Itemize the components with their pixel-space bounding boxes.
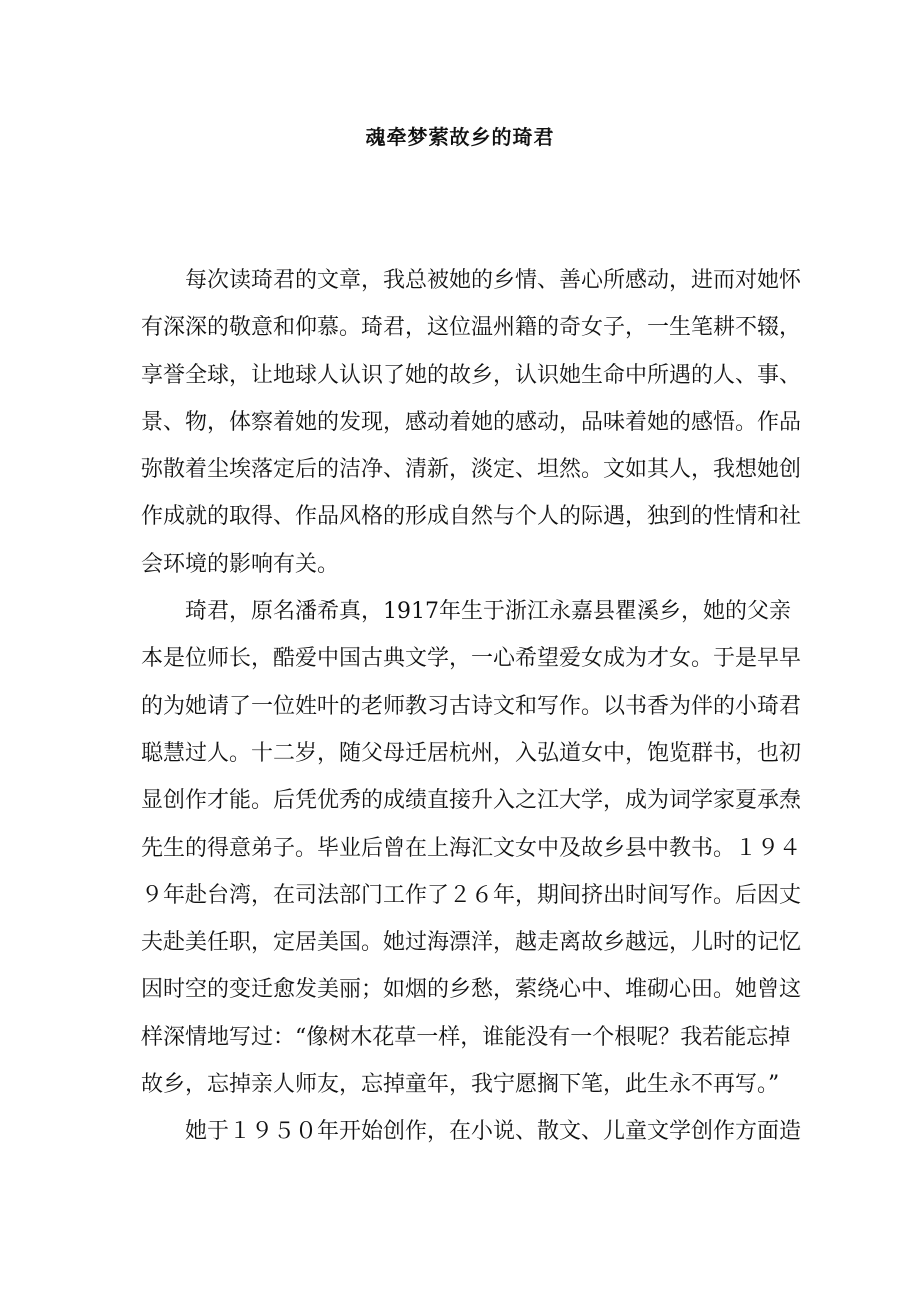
text-line: 弥散着尘埃落定后的洁净、清新，淡定、坦然。文如其人，我想她创 <box>141 457 802 483</box>
text-line: 享誉全球，让地球人认识了她的故乡，认识她生命中所遇的人、事、 <box>141 362 802 388</box>
text-line: 琦君，原名潘希真，1917年生于浙江永嘉县瞿溪乡，她的父亲 <box>185 599 791 625</box>
text-line: 会环境的影响有关。 <box>141 551 340 577</box>
text-line: 先生的得意弟子。毕业后曾在上海汇文女中及故乡县中教书。１９４ <box>141 835 802 861</box>
text-line: ９年赴台湾，在司法部门工作了２６年，期间挤出时间写作。后因丈 <box>141 882 802 908</box>
document-body <box>141 257 802 1156</box>
text-line: 因时空的变迁愈发美丽；如烟的乡愁，萦绕心中、堆砌心田。她曾这 <box>141 977 802 1003</box>
text-line: 她于１９５０年开始创作，在小说、散文、儿童文学创作方面造 <box>185 1119 802 1145</box>
text-line: 有深深的敬意和仰慕。琦君，这位温州籍的奇女子，一生笔耕不辍， <box>141 315 802 341</box>
text-line: 夫赴美任职，定居美国。她过海漂洋，越走离故乡越远，儿时的记忆 <box>141 930 802 956</box>
text-line: 每次读琦君的文章，我总被她的乡情、善心所感动，进而对她怀 <box>185 268 802 293</box>
text-line: 故乡，忘掉亲人师友，忘掉童年，我宁愿搁下笔，此生永不再写。” <box>141 1072 780 1098</box>
text-line: 的为她请了一位姓叶的老师教习古诗文和写作。以书香为伴的小琦君 <box>141 693 802 719</box>
text-line: 显创作才能。后凭优秀的成绩直接升入之江大学，成为词学家夏承焘 <box>141 788 802 814</box>
text-line: 样深情地写过：“像树木花草一样，谁能没有一个根呢？我若能忘掉 <box>141 1024 791 1050</box>
text-line: 作成就的取得、作品风格的形成自然与个人的际遇，独到的性情和社 <box>141 504 802 530</box>
text-line: 景、物，体察着她的发现，感动着她的感动，品味着她的感悟。作品 <box>141 409 802 435</box>
text-line: 本是位师长，酷爱中国古典文学，一心希望爱女成为才女。于是早早 <box>141 646 802 672</box>
document-title: 魂牵梦萦故乡的琦君 <box>365 125 555 149</box>
text-line: 聪慧过人。十二岁，随父母迁居杭州，入弘道女中，饱览群书，也初 <box>141 740 802 766</box>
